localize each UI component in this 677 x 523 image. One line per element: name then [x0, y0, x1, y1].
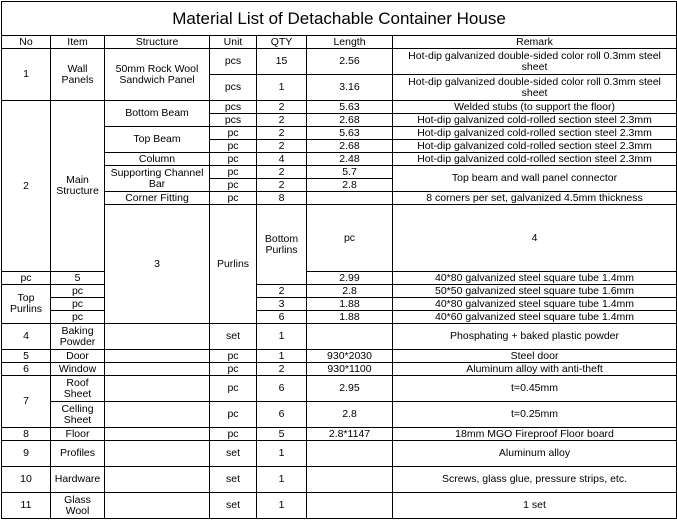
cell-unit: pc — [210, 192, 257, 205]
cell-unit: pcs — [210, 75, 257, 101]
cell-length: 2.56 — [307, 49, 393, 75]
cell-length: 2.95 — [307, 376, 393, 402]
cell-remark: 18mm MGO Fireproof Floor board — [393, 428, 677, 441]
header-structure: Structure — [105, 36, 210, 49]
cell-remark: 40*60 galvanized steel square tube 1.4mm — [393, 311, 677, 324]
cell-item: Hardware — [51, 467, 105, 493]
header-row — [2, 36, 677, 49]
cell-length: 5.7 — [307, 166, 393, 179]
cell-item: Celling Sheet — [51, 402, 105, 428]
cell-unit: pc — [51, 298, 105, 311]
cell-remark: 1 set — [393, 493, 677, 519]
cell-remark: Phosphating + baked plastic powder — [393, 324, 677, 350]
table-row — [2, 285, 677, 298]
cell-remark: Hot-dip galvanized cold-rolled section steel 2.3mm — [393, 114, 677, 127]
cell-no: 5 — [2, 350, 51, 363]
cell-item: Roof Sheet — [51, 376, 105, 402]
cell-unit: pc — [210, 179, 257, 192]
cell-no: 1 — [2, 49, 51, 101]
table-row — [2, 402, 677, 428]
cell-length: 2.48 — [307, 153, 393, 166]
cell-structure: Column — [105, 153, 210, 166]
cell-qty: 2 — [257, 363, 307, 376]
header-no: No — [2, 36, 51, 49]
cell-remark: 50*50 galvanized steel square tube 1.6mm — [393, 285, 677, 298]
cell-no: 6 — [2, 363, 51, 376]
cell-qty: 6 — [257, 311, 307, 324]
cell-structure: 50mm Rock Wool Sandwich Panel — [105, 49, 210, 101]
cell-qty: 2 — [257, 127, 307, 140]
cell-length: 930*1100 — [307, 363, 393, 376]
cell-remark: Aluminum alloy with anti-theft — [393, 363, 677, 376]
table-row — [2, 376, 677, 402]
cell-no: 2 — [2, 101, 51, 272]
cell-unit: pcs — [210, 49, 257, 75]
header-length: Length — [307, 36, 393, 49]
cell-unit: set — [210, 324, 257, 350]
table-row — [2, 324, 677, 350]
cell-remark: 8 corners per set, galvanized 4.5mm thickness — [393, 192, 677, 205]
cell-item: Purlins — [210, 205, 257, 324]
cell-qty: 1 — [257, 324, 307, 350]
cell-unit: pc — [210, 428, 257, 441]
cell-length: 930*2030 — [307, 350, 393, 363]
title-row — [2, 2, 677, 36]
cell-unit: set — [210, 441, 257, 467]
header-unit: Unit — [210, 36, 257, 49]
cell-length: 1.88 — [307, 298, 393, 311]
cell-qty: 6 — [257, 376, 307, 402]
cell-qty: 4 — [393, 205, 677, 272]
cell-structure — [105, 350, 210, 363]
table-row — [2, 49, 677, 75]
cell-item: Profiles — [51, 441, 105, 467]
cell-qty: 1 — [257, 441, 307, 467]
cell-qty: 5 — [257, 428, 307, 441]
cell-unit: set — [210, 467, 257, 493]
cell-unit: pc — [210, 140, 257, 153]
cell-length: 2.99 — [307, 272, 393, 285]
cell-unit: pc — [51, 285, 105, 298]
cell-item: Main Structure — [51, 101, 105, 272]
table-row — [2, 350, 677, 363]
cell-length: 1.88 — [307, 311, 393, 324]
table-row — [2, 101, 677, 114]
cell-qty: 1 — [257, 350, 307, 363]
cell-structure: Bottom Beam — [105, 101, 210, 127]
cell-unit: pcs — [210, 101, 257, 114]
cell-item: Baking Powder — [51, 324, 105, 350]
table-row — [2, 441, 677, 467]
cell-length: 3.16 — [307, 75, 393, 101]
cell-unit: pc — [210, 350, 257, 363]
cell-length — [307, 493, 393, 519]
cell-length: 2.8*1147 — [307, 428, 393, 441]
cell-structure — [105, 441, 210, 467]
cell-structure — [105, 493, 210, 519]
cell-length: 2.68 — [307, 114, 393, 127]
cell-length — [307, 441, 393, 467]
cell-qty: 15 — [257, 49, 307, 75]
cell-qty: 8 — [257, 192, 307, 205]
cell-length: 2.8 — [307, 402, 393, 428]
cell-length: 2.8 — [307, 285, 393, 298]
cell-structure: Top Purlins — [2, 285, 51, 324]
cell-qty: 2 — [257, 285, 307, 298]
cell-remark: t=0.25mm — [393, 402, 677, 428]
cell-structure — [105, 363, 210, 376]
cell-unit: pc — [2, 272, 51, 285]
table-row — [2, 363, 677, 376]
header-remark: Remark — [393, 36, 677, 49]
cell-length — [307, 467, 393, 493]
cell-length: 5.63 — [307, 127, 393, 140]
table-row — [2, 428, 677, 441]
cell-qty: 2 — [257, 179, 307, 192]
cell-qty: 3 — [257, 298, 307, 311]
cell-item: Wall Panels — [51, 49, 105, 101]
cell-qty: 1 — [257, 467, 307, 493]
cell-structure — [105, 324, 210, 350]
cell-qty: 5 — [51, 272, 105, 285]
cell-no: 11 — [2, 493, 51, 519]
cell-qty: 1 — [257, 75, 307, 101]
cell-length: 5.63 — [307, 101, 393, 114]
cell-unit: pc — [210, 376, 257, 402]
cell-unit: pcs — [210, 114, 257, 127]
cell-remark: Screws, glass glue, pressure strips, etc. — [393, 467, 677, 493]
cell-no: 8 — [2, 428, 51, 441]
cell-structure: Bottom Purlins — [257, 205, 307, 285]
cell-remark: Hot-dip galvanized cold-rolled section steel 2.3mm — [393, 127, 677, 140]
cell-item: Window — [51, 363, 105, 376]
cell-qty: 6 — [257, 402, 307, 428]
table-row — [2, 493, 677, 519]
cell-unit: pc — [210, 166, 257, 179]
cell-qty: 4 — [257, 153, 307, 166]
cell-structure — [105, 467, 210, 493]
cell-unit: pc — [210, 153, 257, 166]
cell-unit: pc — [51, 311, 105, 324]
cell-remark: Aluminum alloy — [393, 441, 677, 467]
table-row — [2, 311, 677, 324]
cell-remark: Top beam and wall panel connector — [393, 166, 677, 192]
cell-item: Door — [51, 350, 105, 363]
cell-remark: Hot-dip galvanized cold-rolled section steel 2.3mm — [393, 153, 677, 166]
cell-length: 2.68 — [307, 140, 393, 153]
cell-unit: pc — [210, 127, 257, 140]
cell-structure — [105, 376, 210, 402]
header-qty: QTY — [257, 36, 307, 49]
cell-length — [307, 192, 393, 205]
cell-item: Glass Wool — [51, 493, 105, 519]
cell-unit: pc — [210, 402, 257, 428]
cell-structure — [105, 402, 210, 428]
cell-no: 3 — [105, 205, 210, 324]
cell-length — [307, 324, 393, 350]
header-item: Item — [51, 36, 105, 49]
cell-remark: 40*80 galvanized steel square tube 1.4mm — [393, 272, 677, 285]
cell-no: 10 — [2, 467, 51, 493]
cell-no: 4 — [2, 324, 51, 350]
table-row — [2, 298, 677, 311]
cell-qty: 2 — [257, 101, 307, 114]
cell-remark: Hot-dip galvanized cold-rolled section steel 2.3mm — [393, 140, 677, 153]
cell-structure: Top Beam — [105, 127, 210, 153]
cell-remark: 40*80 galvanized steel square tube 1.4mm — [393, 298, 677, 311]
table-row — [2, 467, 677, 493]
table-title: Material List of Detachable Container House — [2, 2, 677, 36]
cell-remark: Steel door — [393, 350, 677, 363]
cell-item: Floor — [51, 428, 105, 441]
cell-structure — [105, 428, 210, 441]
cell-remark: Hot-dip galvanized double-sided color roll 0.3mm steel sheet — [393, 49, 677, 75]
cell-unit: set — [210, 493, 257, 519]
cell-qty: 2 — [257, 114, 307, 127]
cell-unit: pc — [210, 363, 257, 376]
cell-remark: t=0.45mm — [393, 376, 677, 402]
cell-no: 9 — [2, 441, 51, 467]
cell-remark: Hot-dip galvanized double-sided color roll 0.3mm steel sheet — [393, 75, 677, 101]
cell-structure: Supporting Channel Bar — [105, 166, 210, 192]
cell-no: 7 — [2, 376, 51, 428]
cell-qty: 2 — [257, 166, 307, 179]
cell-structure: Corner Fitting — [105, 192, 210, 205]
table-row — [2, 272, 677, 285]
cell-qty: 2 — [257, 140, 307, 153]
cell-qty: 1 — [257, 493, 307, 519]
material-list-table — [1, 1, 677, 519]
cell-remark: Welded stubs (to support the floor) — [393, 101, 677, 114]
cell-unit: pc — [307, 205, 393, 272]
cell-length: 2.8 — [307, 179, 393, 192]
